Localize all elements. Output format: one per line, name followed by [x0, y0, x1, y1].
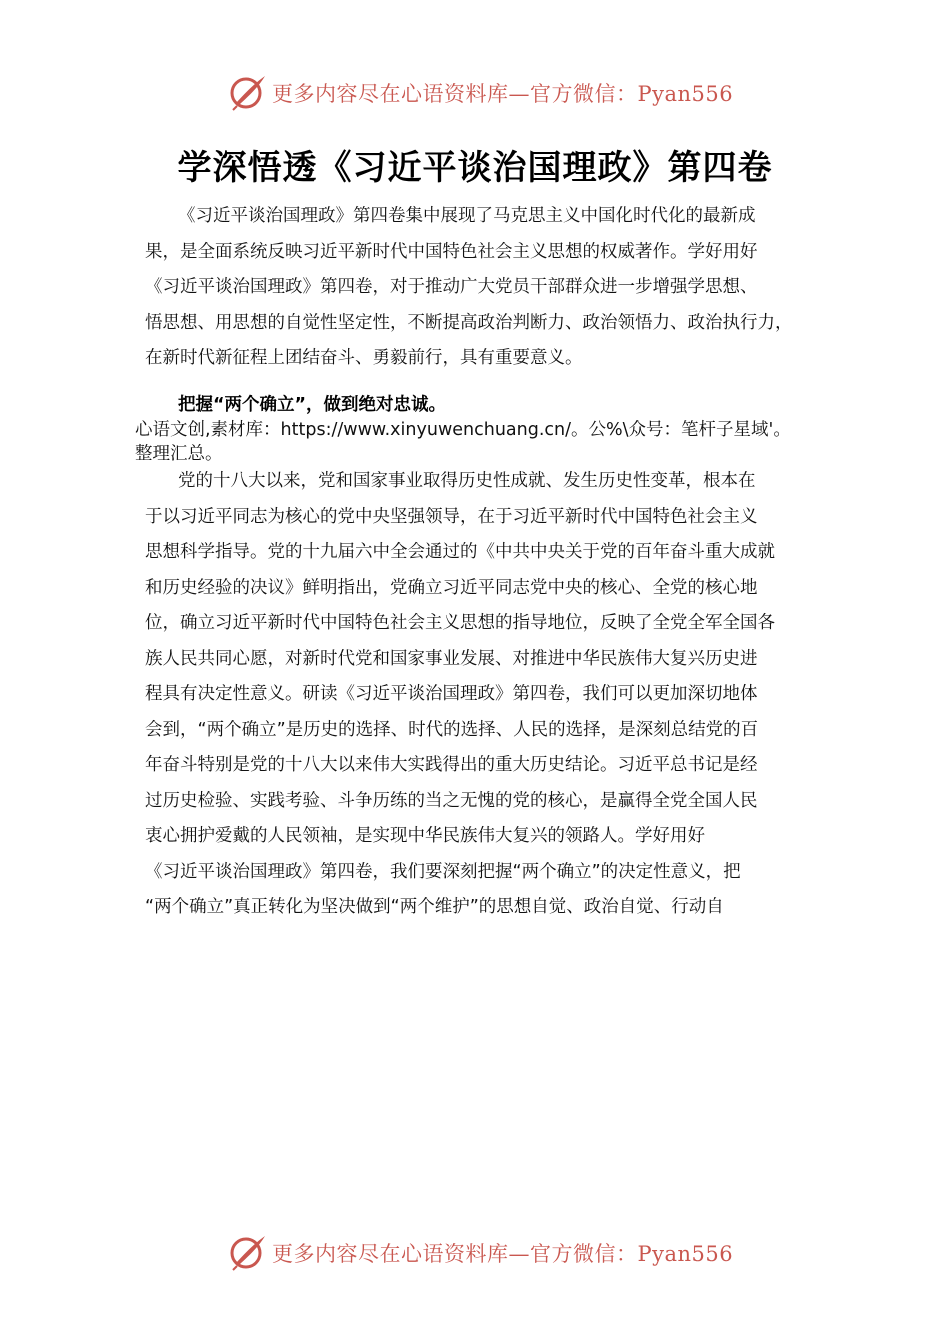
source-note-line: 整理汇总。 — [135, 444, 223, 464]
intro-paragraph — [145, 199, 815, 377]
source-note — [135, 418, 791, 466]
paragraph-line: 党的十八大以来，党和国家事业取得历史性成就、发生历史性变革，根本在 — [178, 471, 756, 491]
paragraph-line: 衷心拥护爱戴的人民领袖，是实现中华民族伟大复兴的领路人。学好用好 — [145, 826, 705, 846]
banner-text — [272, 1238, 733, 1268]
header-banner — [0, 72, 950, 112]
footer-banner — [0, 1232, 950, 1272]
paragraph-line: 《习近平谈治国理政》第四卷，我们要深刻把握“两个确立”的决定性意义，把 — [145, 861, 741, 882]
source-note-line: 心语文创,素材库：https://www.xinyuwenchuang.cn/。公%\众号：笔杆子星域'。 — [135, 420, 791, 440]
paragraph-line: 《习近平谈治国理政》第四卷集中展现了马克思主义中国化时代化的最新成 — [178, 206, 756, 226]
paragraph-line: 悟思想、用思想的自觉性坚定性，不断提高政治判断力、政治领悟力、政治执行力， — [145, 312, 793, 333]
paragraph-line: 位，确立习近平新时代中国特色社会主义思想的指导地位，反映了全党全军全国各 — [145, 613, 775, 633]
paragraph-line: 思想科学指导。党的十九届六中全会通过的《中共中央关于党的百年奋斗重大成就 — [145, 542, 775, 562]
quill-pen-logo-icon — [227, 72, 269, 112]
banner-text — [272, 78, 733, 108]
paragraph-line: 于以习近平同志为核心的党中央坚强领导，在于习近平新时代中国特色社会主义 — [145, 506, 758, 527]
banner-slogan: 更多内容尽在心语资料库—官方微信： — [272, 82, 638, 106]
banner-wechat-id: Pyan556 — [637, 1242, 734, 1266]
banner-slogan: 更多内容尽在心语资料库—官方微信： — [272, 1242, 638, 1266]
paragraph-line: 果，是全面系统反映习近平新时代中国特色社会主义思想的权威著作。学好用好 — [145, 241, 758, 262]
paragraph-line: 族人民共同心愿，对新时代党和国家事业发展、对推进中华民族伟大复兴历史进 — [145, 648, 758, 669]
paragraph-line: 过历史检验、实践考验、斗争历练的当之无愧的党的核心，是赢得全党全国人民 — [145, 790, 758, 811]
banner-wechat-id: Pyan556 — [637, 82, 734, 106]
paragraph-line: “两个确立”真正转化为坚决做到“两个维护”的思想自觉、政治自觉、行动自 — [145, 897, 724, 917]
body-paragraph — [145, 464, 815, 926]
paragraph-line: 在新时代新征程上团结奋斗、勇毅前行，具有重要意义。 — [145, 348, 583, 368]
paragraph-line: 会到，“两个确立”是历史的选择、时代的选择、人民的选择，是深刻总结党的百 — [145, 719, 759, 740]
paragraph-line: 《习近平谈治国理政》第四卷，对于推动广大党员干部群众进一步增强学思想、 — [145, 277, 758, 297]
paragraph-line: 年奋斗特别是党的十八大以来伟大实践得出的重大历史结论。习近平总书记是经 — [145, 755, 758, 775]
quill-pen-logo-icon — [227, 1232, 269, 1272]
paragraph-line: 程具有决定性意义。研读《习近平谈治国理政》第四卷，我们可以更加深切地体 — [145, 684, 758, 704]
paragraph-line: 和历史经验的决议》鲜明指出，党确立习近平同志党中央的核心、全党的核心地 — [145, 577, 758, 598]
section-heading: 把握“两个确立”，做到绝对忠诚。 — [178, 395, 447, 415]
document-title: 学深悟透《习近平谈治国理政》第四卷 — [177, 148, 773, 188]
